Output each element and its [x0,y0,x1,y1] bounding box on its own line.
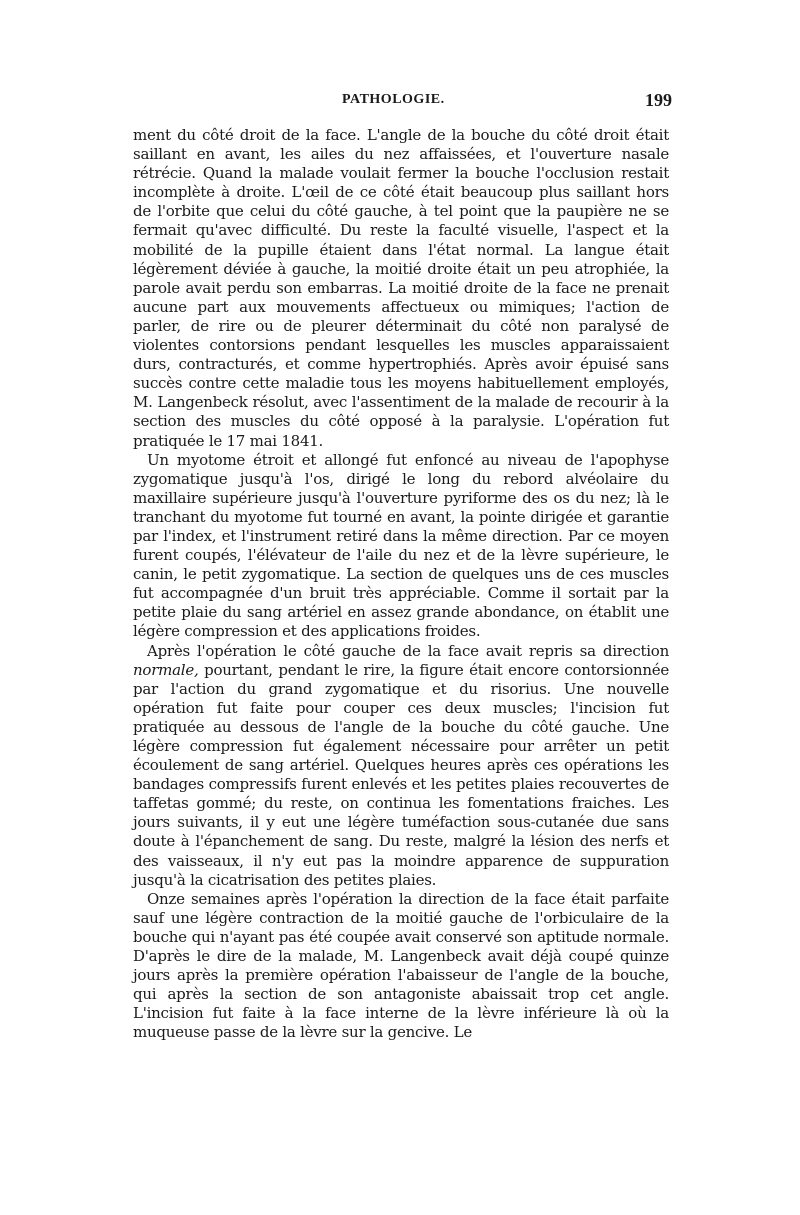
page-number: 199 [645,90,672,110]
paragraph-text-start: Après l'opération le côté gauche de la face avait repris sa direction [147,641,669,660]
paragraph-continuation: ment du côté droit de la face. L'angle de la bouche du côté droit était saillant en avant, les ailes du nez affaissées, et l'ouverture nasale rétrécie. Quand la malade voulait fermer la bouche l'occlusion restait incomplète à droite. L'œil de ce côté était beaucoup plus saillant hors de l'orbite que celui du côté gauche, à tel point que la paupière ne se fermait qu'avec difficulté. Du reste la faculté visuelle, l'aspect et la mobilité de la pupille étaient dans l'état normal. La langue était légèrement déviée à gauche, la moitié droite était un peu atrophiée, la parole avait perdu son embarras. La moitié droite de la face ne prenait aucune part aux mouvements affectueux ou mimiques; l'action de parler, de rire ou de pleurer déterminait du côté non paralysé de violentes contorsions pendant lesquelles les muscles apparaissaient durs, contracturés, et comme hypertrophiés. Après avoir épuisé sans succès contre cette maladie tous les moyens habituellement employés, M. Langenbeck résolut, avec l'assentiment de la malade de recourir à la section des muscles du côté opposé à la paralysie. L'opération fut pratiquée le 17 mai 1841. [133,126,669,450]
paragraph-second-operation [133,642,669,890]
page-header [132,92,672,114]
body-text [133,126,669,1043]
paragraph-eleven-weeks: Onze semaines après l'opération la direction de la face était parfaite sauf une légère contraction de la moitié gauche de l'orbiculaire de la bouche qui n'ayant pas été coupée avait conservé son aptitude normale. D'après le dire de la malade, M. Langenbeck avait déjà coupé quinze jours après la première opération l'abaisseur de l'angle de la bouche, qui après la section de son antagoniste abaissait trop cet angle. L'incision fut faite à la face interne de la lèvre inférieure là où la muqueuse passe de la lèvre sur la gencive. Le [133,889,669,1042]
paragraph-text-end: pourtant, pendant le rire, la figure était encore contorsionnée par l'action du grand zygomatique et du risorius. Une nouvelle opération fut faite pour couper ces deux muscles; l'incision fut pratiquée au dessous de l'angle de la bouche du côté gauche. Une légère compression fut également nécessaire pour arrêter un petit écoulement de sang artériel. Quelques heures après ces opérations les bandages compressifs furent enlevés et les petites plaies recouvertes de taffetas gommé; du reste, on continua les fomentations fraiches. Les jours suivants, il y eut une légère tuméfaction sous-cutanée due sans doute à l'épanchement de sang. Du reste, malgré la lésion des nerfs et des vaisseaux, il n'y eut pas la moindre apparence de suppuration jusqu'à la cicatrisation des petites plaies. [133,660,669,889]
running-title: PATHOLOGIE. [342,92,445,107]
italic-word-normale: normale, [133,660,199,679]
paragraph-myotome: Un myotome étroit et allongé fut enfoncé au niveau de l'apophyse zygomatique jusqu'à l'os, dirigé le long du rebord alvéolaire du maxillaire supérieure jusqu'à l'ouverture pyriforme des os du nez; là le tranchant du myotome fut tourné en avant, la pointe dirigée et garantie par l'index, et l'instrument retiré dans la même direction. Par ce moyen furent coupés, l'élévateur de l'aile du nez et de la lèvre supérieure, le canin, le petit zygomatique. La section de quelques uns de ces muscles fut accompagnée d'un bruit très appréciable. Comme il sortait par la petite plaie du sang artériel en assez grande abondance, on établit une légère compression et des applications froides. [133,450,669,641]
